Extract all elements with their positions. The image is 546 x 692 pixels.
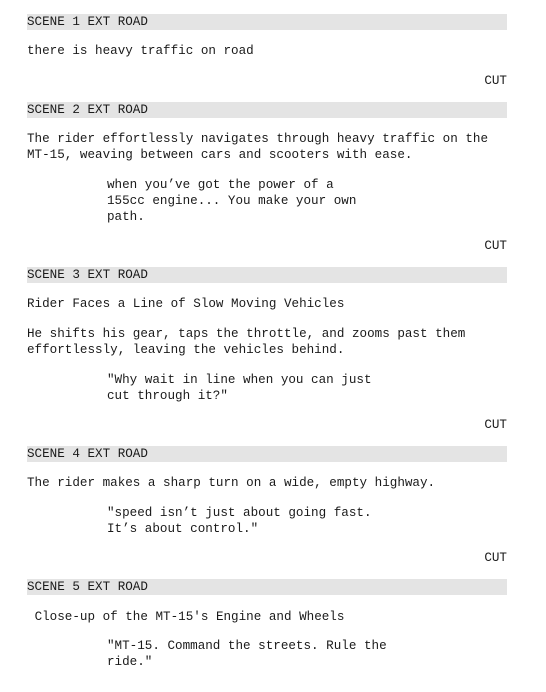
scene-1-transition: CUT — [484, 74, 507, 88]
scene-2-transition: CUT — [484, 239, 507, 253]
scene-5-heading: SCENE 5 EXT ROAD — [27, 579, 507, 595]
scene-4-heading: SCENE 4 EXT ROAD — [27, 446, 507, 462]
scene-3-dialogue: "Why wait in line when you can just cut through it?" — [107, 373, 380, 403]
scene-4-transition: CUT — [484, 551, 507, 565]
scene-1-heading: SCENE 1 EXT ROAD — [27, 14, 507, 30]
scene-4-action: The rider makes a sharp turn on a wide, empty highway. — [27, 476, 436, 490]
scene-2-action: The rider effortlessly navigates through heavy traffic on the MT-15, weaving between cars and scooters with ease. — [27, 132, 496, 162]
scene-3-heading: SCENE 3 EXT ROAD — [27, 267, 507, 283]
scene-5-dialogue: "MT-15. Command the streets. Rule the ride." — [107, 639, 395, 669]
scene-5-action: Close-up of the MT-15's Engine and Wheels — [27, 610, 345, 624]
scene-1-action: there is heavy traffic on road — [27, 44, 254, 58]
scene-3-action-2: He shifts his gear, taps the throttle, and zooms past them effortlessly, leaving the vehicles behind. — [27, 327, 473, 357]
scene-3-transition: CUT — [484, 418, 507, 432]
scene-4-dialogue: "speed isn’t just about going fast. It’s about control." — [107, 506, 380, 536]
scene-2-heading: SCENE 2 EXT ROAD — [27, 102, 507, 118]
scene-3-action-1: Rider Faces a Line of Slow Moving Vehicles — [27, 297, 345, 311]
scene-2-dialogue: when you’ve got the power of a 155cc engine... You make your own path. — [107, 178, 364, 224]
